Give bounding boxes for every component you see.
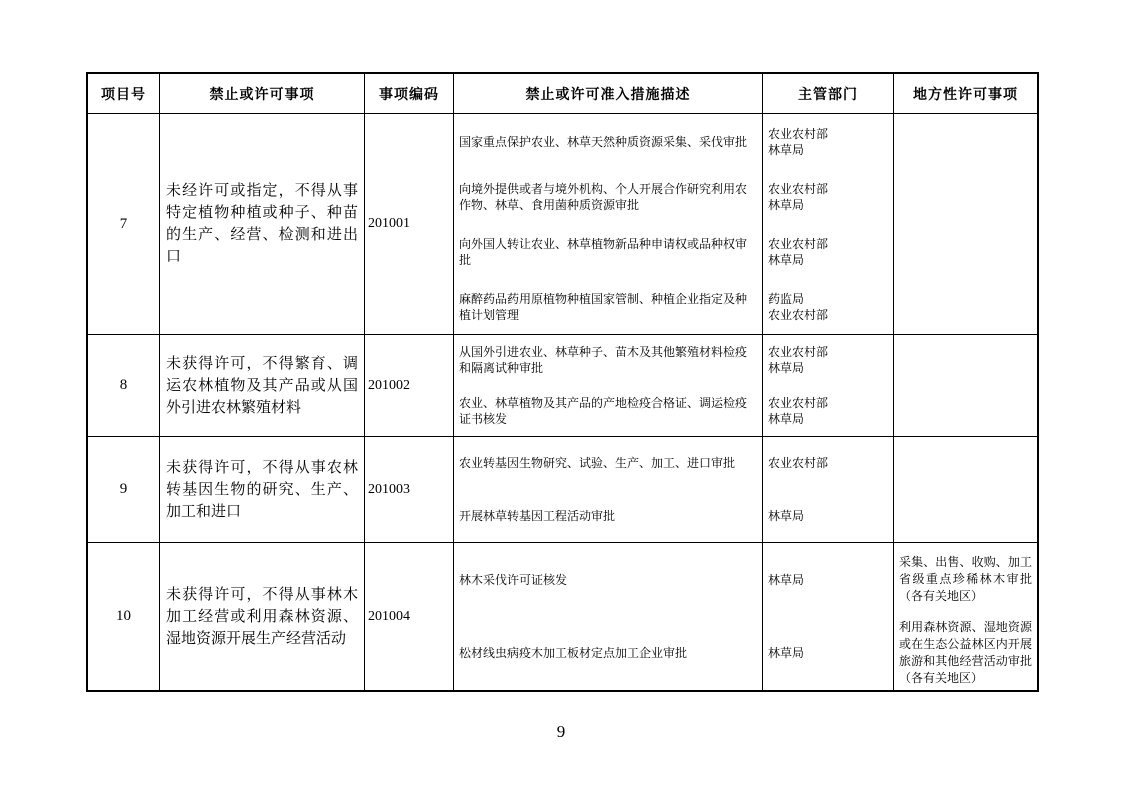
department-name: 药监局 (768, 291, 805, 306)
table-row (88, 437, 1037, 543)
department-name: 林草局 (768, 252, 805, 267)
department-slot (763, 169, 893, 224)
item-code-cell (365, 543, 454, 690)
department-name: 农业农村部 (768, 236, 829, 251)
department-slot (763, 490, 893, 543)
measure-description: 林木采伐许可证核发 (459, 572, 568, 587)
table-row (88, 335, 1037, 437)
table-header-row (88, 74, 1037, 114)
measure-slot (454, 543, 762, 617)
measure-slot (454, 490, 762, 543)
measure-description: 向境外提供或者与境外机构、个人开展合作研究利用农作物、林草、食用菌种质资源审批 (459, 181, 748, 212)
local-permit-slot (894, 617, 1037, 691)
item-number: 9 (119, 481, 128, 497)
item-description: 未获得许可，不得从事林木加工经营或利用森林资源、湿地资源开展生产经营活动 (166, 586, 358, 647)
col-header-item-no: 项目号 (88, 74, 160, 114)
measure-description: 向外国人转让农业、林草植物新品种申请权或品种权审批 (459, 236, 748, 267)
department-slot (763, 279, 893, 334)
department-slot (763, 335, 893, 386)
item-description: 未经许可或指定，不得从事特定植物种植或种子、种苗的生产、经营、检测和进出口 (166, 183, 358, 265)
department-slot (763, 543, 893, 617)
permits-table (86, 72, 1039, 692)
item-description: 未获得许可，不得从事农林转基因生物的研究、生产、加工和进口 (166, 459, 358, 520)
local-permit-slot (894, 543, 1037, 617)
measure-slot (454, 279, 762, 334)
department-slot (763, 114, 893, 169)
departments-cell (763, 543, 894, 690)
local-permit-item: 利用森林资源、湿地资源或在生态公益林区内开展旅游和其他经营活动审批（各有关地区） (899, 620, 1032, 686)
measure-slot (454, 114, 762, 169)
item-description-cell (160, 335, 365, 437)
department-name: 农业农村部 (768, 307, 829, 322)
table-row (88, 114, 1037, 335)
measures-cell (454, 114, 763, 335)
item-number-cell (88, 335, 160, 437)
item-description-cell (160, 114, 365, 335)
department-name: 农业农村部 (768, 395, 829, 410)
department-name: 林草局 (768, 646, 805, 661)
department-name: 农业农村部 (768, 181, 829, 196)
department-name: 林草局 (768, 572, 805, 587)
item-number: 8 (119, 377, 128, 393)
department-name: 农业农村部 (768, 126, 829, 141)
measure-slot (454, 169, 762, 224)
col-header-department: 主管部门 (763, 74, 894, 114)
item-code-cell (365, 437, 454, 543)
measure-slot (454, 437, 762, 490)
measures-cell (454, 437, 763, 543)
item-code: 201003 (368, 481, 410, 497)
item-description-cell (160, 543, 365, 690)
col-header-local-permits: 地方性许可事项 (894, 74, 1037, 114)
department-name: 林草局 (768, 508, 805, 523)
measure-description: 国家重点保护农业、林草天然种质资源采集、采伐审批 (459, 134, 748, 149)
item-description: 未获得许可，不得繁育、调运农林植物及其产品或从国外引进农林繁殖材料 (166, 355, 358, 416)
item-code: 201001 (368, 216, 410, 231)
measure-slot (454, 335, 762, 386)
local-permit-item: 采集、出售、收购、加工省级重点珍稀林木审批（各有关地区） (899, 555, 1032, 604)
measures-cell (454, 543, 763, 690)
item-code: 201004 (368, 608, 410, 624)
departments-cell (763, 114, 894, 335)
item-code-cell (365, 114, 454, 335)
item-code-cell (365, 335, 454, 437)
table-row (88, 543, 1037, 690)
measure-slot (454, 386, 762, 437)
item-number-cell (88, 437, 160, 543)
item-description-cell (160, 437, 365, 543)
measure-description: 松材线虫病疫木加工板材定点加工企业审批 (459, 646, 688, 661)
measures-cell (454, 335, 763, 437)
col-header-measure-description: 禁止或许可准入措施描述 (454, 74, 763, 114)
measure-description: 从国外引进农业、林草种子、苗木及其他繁殖材料检疫和隔离试种审批 (459, 345, 748, 376)
measure-description: 农业转基因生物研究、试验、生产、加工、进口审批 (459, 456, 736, 471)
item-number: 7 (119, 215, 128, 232)
measure-description: 农业、林草植物及其产品的产地检疫合格证、调运检疫证书核发 (459, 395, 748, 426)
measure-description: 麻醉药品药用原植物种植国家管制、种植企业指定及种植计划管理 (459, 291, 748, 322)
measure-description: 开展林草转基因工程活动审批 (459, 508, 616, 523)
department-name: 林草局 (768, 142, 805, 157)
department-slot (763, 617, 893, 691)
local-permits-cell (894, 543, 1037, 690)
department-slot (763, 386, 893, 437)
col-header-prohibited-item: 禁止或许可事项 (160, 74, 365, 114)
department-name: 林草局 (768, 411, 805, 426)
local-permits-cell (894, 437, 1037, 543)
local-permits-cell (894, 335, 1037, 437)
department-name: 农业农村部 (768, 456, 829, 471)
departments-cell (763, 437, 894, 543)
measure-slot (454, 617, 762, 691)
item-number-cell (88, 543, 160, 690)
department-slot (763, 437, 893, 490)
item-code: 201002 (368, 377, 410, 393)
item-number: 10 (116, 608, 131, 624)
department-name: 林草局 (768, 361, 805, 376)
table-body (88, 114, 1037, 690)
item-number-cell (88, 114, 160, 335)
measure-slot (454, 224, 762, 279)
department-slot (763, 224, 893, 279)
page-number: 9 (556, 722, 566, 741)
col-header-item-code: 事项编码 (365, 74, 454, 114)
department-name: 林草局 (768, 197, 805, 212)
local-permits-cell (894, 114, 1037, 335)
department-name: 农业农村部 (768, 345, 829, 360)
departments-cell (763, 335, 894, 437)
